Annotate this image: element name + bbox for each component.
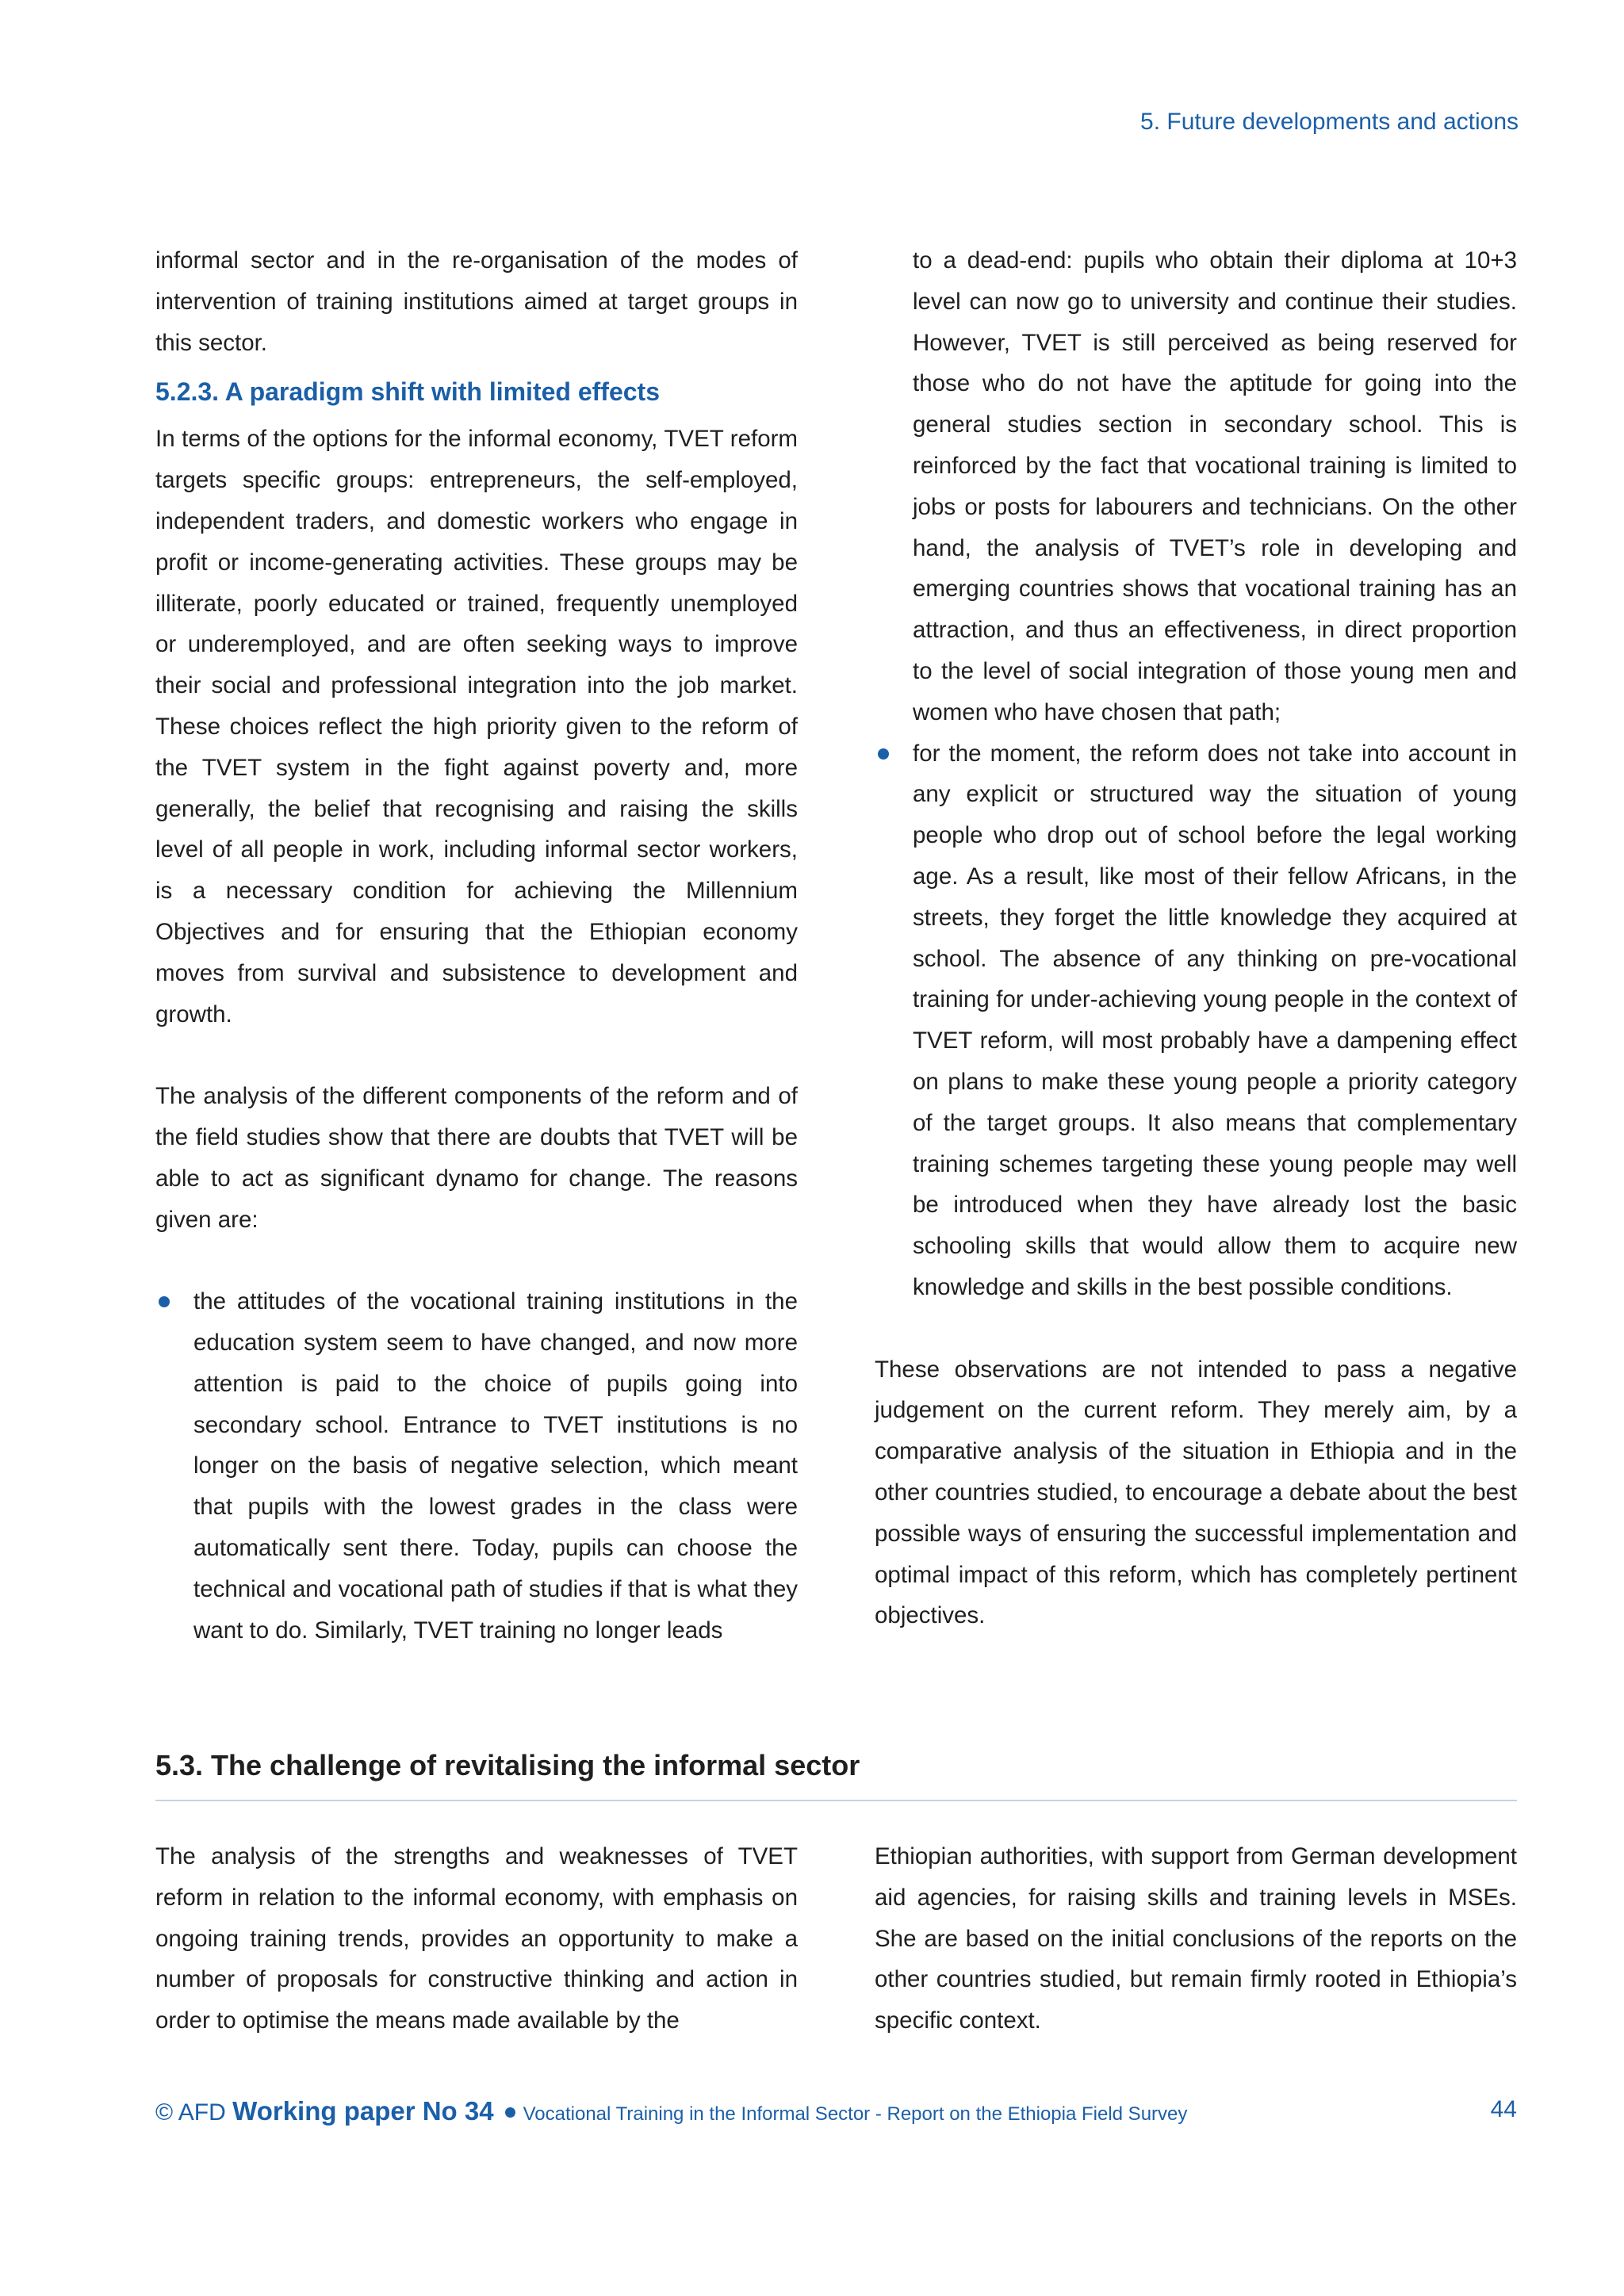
working-paper-label: Working paper No 34 <box>232 2096 494 2126</box>
bullet-icon <box>878 748 889 760</box>
section-right-paragraph: Ethiopian authorities, with support from German development aid agencies, for raising skills and training levels in MSEs. She are based on the initial conclusions of the reports on the other countries studied, but remain firmly rooted in Ethiopia’s specific context. <box>875 1843 1517 2034</box>
page-footer <box>155 2096 1517 2126</box>
intro-paragraph: informal sector and in the re-organisation of the modes of intervention of training institutions aimed at target groups in this sector. <box>155 247 798 356</box>
reasons-list <box>155 1281 798 1651</box>
copyright: © AFD <box>155 2099 226 2126</box>
paragraph-observations: These observations are not intended to pass a negative judgement on the current reform. They merely aim, by a comparative analysis of the situation in Ethiopia and in the other countries studied, to encourage a debate about the best possible ways of ensuring the successful implementation and optimal impact of this reform, which has completely pertinent objectives. <box>875 1356 1517 1629</box>
section-left-column <box>155 1836 798 2042</box>
list-item <box>875 733 1517 1308</box>
bullet-icon <box>159 1296 170 1307</box>
section-left-paragraph: The analysis of the strengths and weaknesses of TVET reform in relation to the informal economy, with emphasis on ongoing training trends, provides an opportunity to make a number of proposals for constructive thinking and action in order to optimise the means made available by the <box>155 1843 798 2034</box>
reasons-list-continued <box>875 733 1517 1308</box>
series-title: Vocational Training in the Informal Sector - Report on the Ethiopia Field Survey <box>523 2103 1188 2125</box>
left-column <box>155 240 798 1651</box>
section-right-column <box>875 1836 1517 2042</box>
running-head: 5. Future developments and actions <box>1140 109 1519 135</box>
paragraph-options-informal-economy: In terms of the options for the informal economy, TVET reform targets specific groups: entrepreneurs, the self-employed, independent traders, and domestic workers who engage in profit or income-generating activities. These groups may be illiterate, poorly educated or trained, frequently unemployed or underemployed, and are often seeking ways to improve their social and professional integration into the job market. These choices reflect the high priority given to the reform of the TVET system in the fight against poverty and, more generally, the belief that recognising and raising the skills level of all people in work, including informal sector workers, is a necessary condition for achieving the Millennium Objectives and for ensuring that the Ethiopian economy moves from survival and subsistence to development and growth. <box>155 426 798 1027</box>
bullet-text: for the moment, the reform does not take into account in any explicit or structured way the situation of young people who drop out of school before the legal working age. As a result, like most of their fellow Africans, in the streets, they forget the little knowledge they acquired at school. The absence of any thinking on pre-vocational training for under-achieving young people in the context of TVET reform, will most probably have a dampening effect on plans to make these young people a priority category of the target groups. It also means that complementary training schemes targeting these young people may well be introduced when they have already lost the basic schooling skills that would allow them to acquire new knowledge and skills in the best possible conditions. <box>913 740 1517 1300</box>
list-item <box>155 1281 798 1651</box>
paragraph-analysis-components: The analysis of the different components of the reform and of the field studies show that there are doubts that TVET will be able to act as significant dynamo for change. The reasons given are: <box>155 1083 798 1233</box>
subheading-5-2-3: 5.2.3. A paradigm shift with limited effects <box>155 377 660 407</box>
bullet-text: the attitudes of the vocational training institutions in the education system seem to have changed, and now more attention is paid to the choice of pupils going into secondary school. Entrance to TVET institutions is no longer on the basis of negative selection, which meant that pupils with the lowest grades in the class were automatically sent there. Today, pupils can choose the technical and vocational path of studies if that is what they want to do. Similarly, TVET training no longer leads <box>193 1288 798 1644</box>
section-title-5-3: 5.3. The challenge of revitalising the informal sector <box>155 1749 1517 1801</box>
page-number: 44 <box>1490 2096 1517 2122</box>
bullet-continuation: to a dead-end: pupils who obtain their diploma at 10+3 level can now go to university and continue their studies. However, TVET is still perceived as being reserved for those who do not have the aptitude for going into the general studies section in secondary school. This is reinforced by the fact that vocational training is limited to jobs or posts for labourers and technicians. On the other hand, the analysis of TVET’s role in developing and emerging countries shows that vocational training has an attraction, and thus an effectiveness, in direct proportion to the level of social integration of those young men and women who have chosen that path; <box>913 247 1517 725</box>
right-column <box>875 240 1517 1636</box>
bullet-icon <box>505 2107 515 2118</box>
